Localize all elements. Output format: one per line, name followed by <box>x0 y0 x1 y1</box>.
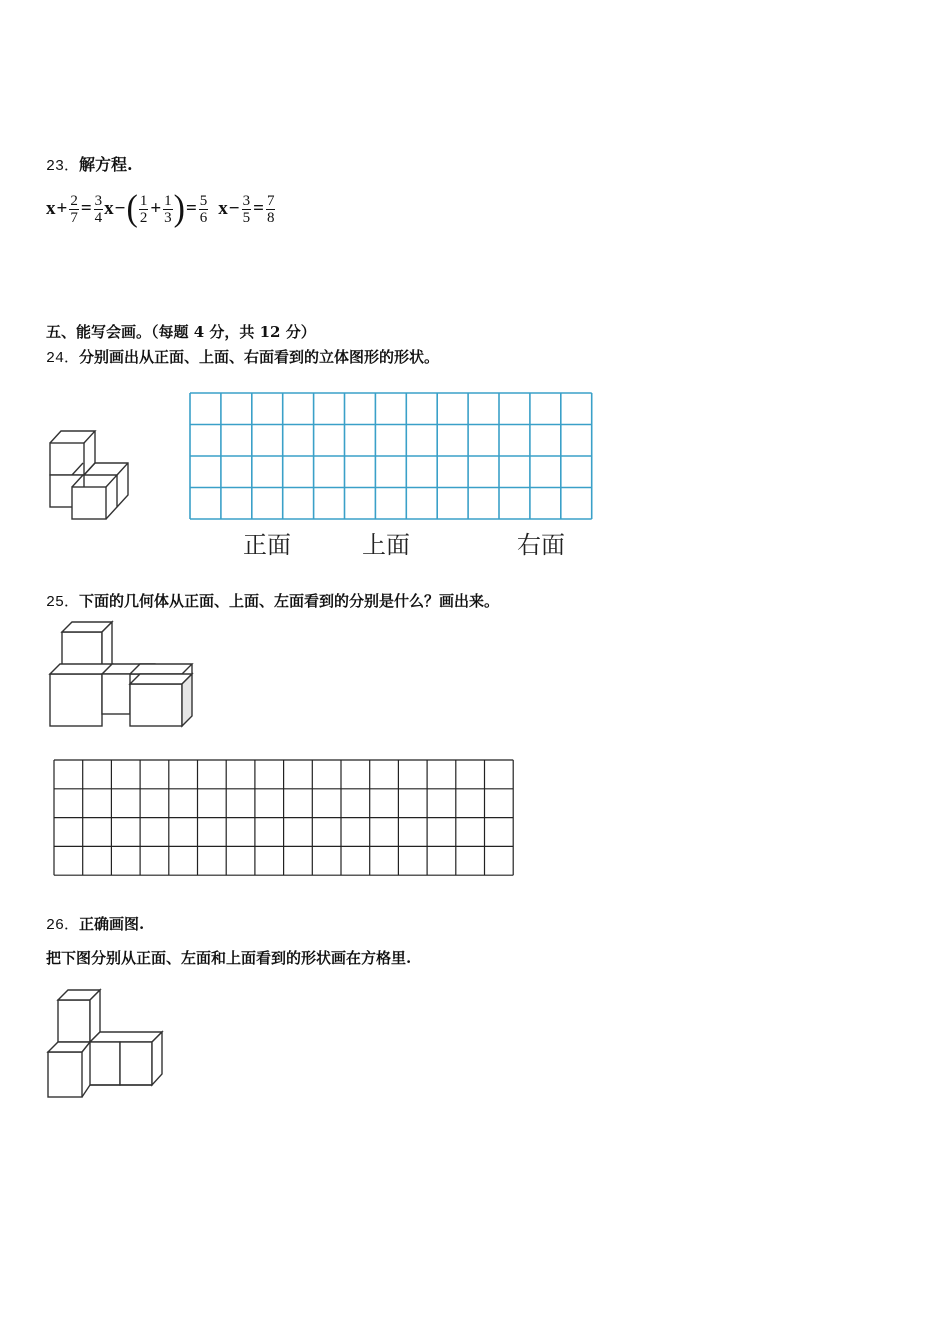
eq3-var: x <box>218 198 228 219</box>
eq2-op: − <box>114 198 126 219</box>
eq2-right-paren: ) <box>173 188 185 229</box>
q26-number: 26． <box>46 917 80 934</box>
eq3-frac-2: $\frac{7}{8}$ <box>266 192 275 226</box>
eq2-plus: + <box>150 198 162 219</box>
q24-heading <box>46 346 439 367</box>
q26-heading <box>46 913 144 934</box>
eq3-frac-1: $\frac{3}{5}$ <box>242 192 251 226</box>
q24-grid <box>188 391 594 522</box>
q23-heading <box>46 152 133 175</box>
q25-text: 下面的几何体从正面、上面、左面看到的分别是什么？画出来。 <box>79 592 500 610</box>
eq1-op: + <box>56 198 68 219</box>
eq1-equals: = <box>80 198 92 219</box>
eq3-equals: = <box>253 198 264 219</box>
q25-heading <box>46 590 499 611</box>
q26-solid-figure <box>44 988 166 1100</box>
section-5-title: 五、能写会画。（每题 4 分，共 12 分） <box>46 323 316 341</box>
q26-text: 把下图分别从正面、左面和上面看到的形状画在方格里. <box>46 949 412 967</box>
q24-label-front: 正面 <box>243 533 291 559</box>
q26-title: 正确画图. <box>79 915 145 933</box>
q23-number: 23． <box>46 158 80 175</box>
eq1-var: x <box>46 198 56 219</box>
q23-title: 解方程. <box>79 155 133 174</box>
eq1-frac-2: $\frac{3}{4}$ <box>94 192 103 226</box>
eq2-frac-2: $\frac{1}{3}$ <box>164 192 172 226</box>
q25-solid-figure <box>46 620 196 730</box>
eq2-var: x <box>104 198 114 219</box>
q24-text: 分别画出从正面、上面、右面看到的立体图形的形状。 <box>79 348 440 366</box>
q24-number: 24． <box>46 350 80 367</box>
q24-label-top: 上面 <box>362 533 410 559</box>
q24-solid-figure <box>44 425 134 521</box>
eq1-frac-1: $\frac{2}{7}$ <box>70 192 78 226</box>
q23-equations <box>46 186 276 232</box>
q25-number: 25． <box>46 594 80 611</box>
eq2-equals: = <box>185 198 197 219</box>
eq2-frac-1: $\frac{1}{2}$ <box>139 192 148 226</box>
q25-grid <box>52 758 516 878</box>
eq2-frac-3: $\frac{5}{6}$ <box>199 192 208 226</box>
eq3-op: − <box>228 198 240 219</box>
eq2-left-paren: ( <box>126 188 138 229</box>
q24-label-right: 右面 <box>517 533 565 559</box>
